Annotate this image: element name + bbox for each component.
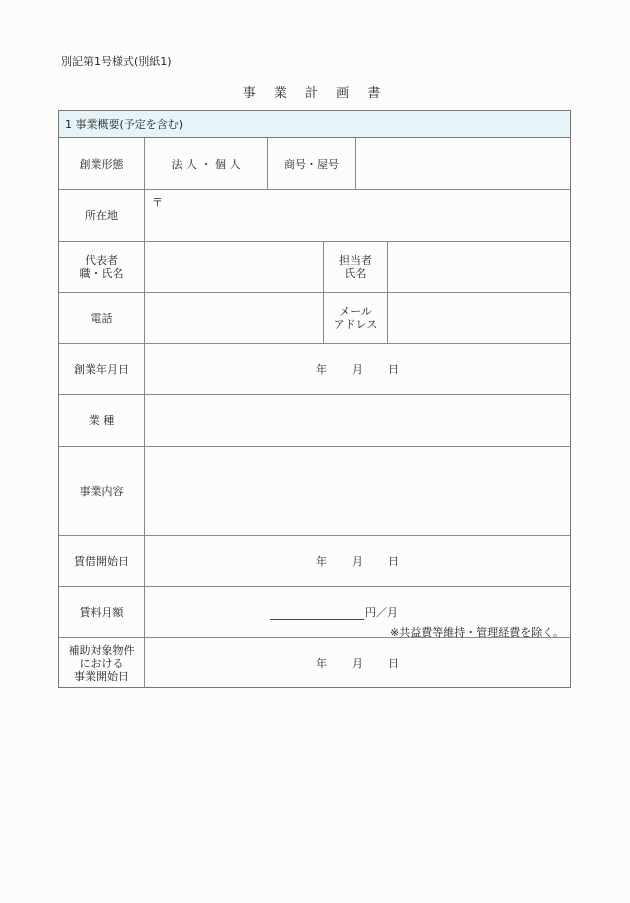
- phone-field[interactable]: [145, 293, 323, 343]
- month-unit: 月: [352, 555, 363, 568]
- business-plan-table: [58, 110, 571, 688]
- year-unit: 年: [316, 657, 327, 670]
- year-unit: 年: [316, 363, 327, 376]
- postal-mark: 〒: [152, 196, 163, 209]
- representative-label-line2: 職・氏名: [79, 267, 124, 280]
- industry-field[interactable]: [145, 395, 570, 446]
- subsidy-label-line1: 補助対象物件: [68, 643, 135, 657]
- day-unit: 日: [388, 657, 399, 670]
- month-unit: 月: [352, 657, 363, 670]
- day-unit: 日: [388, 555, 399, 568]
- subsidy-label-line3: 事業開始日: [74, 669, 129, 683]
- startup-date-field[interactable]: [145, 344, 570, 394]
- representative-field[interactable]: [145, 242, 323, 292]
- contact-label-line1: 担当者: [339, 254, 372, 267]
- rent-blank-line[interactable]: [270, 608, 364, 620]
- monthly-rent-label: 賃料月額: [79, 605, 124, 619]
- subsidy-start-label: [59, 638, 144, 688]
- email-label-line1: メール: [339, 305, 372, 318]
- lease-start-date-field[interactable]: [145, 536, 570, 586]
- representative-label-line1: 代表者: [85, 254, 118, 267]
- email-field[interactable]: [388, 293, 570, 343]
- trade-name-field[interactable]: [356, 139, 570, 189]
- email-label-line2: アドレス: [333, 318, 378, 331]
- industry-label: 業 種: [88, 414, 115, 427]
- email-label: [324, 293, 387, 343]
- corporation-individual-option[interactable]: 法 人 ・ 個 人: [171, 157, 241, 171]
- contact-person-label: [324, 242, 387, 292]
- startup-date-label: 創業年月日: [74, 362, 129, 376]
- section-header: 1 事業概要(予定を含む): [59, 111, 570, 138]
- form-id: 別記第1号様式(別紙1): [61, 55, 172, 68]
- representative-label: [59, 242, 144, 292]
- subsidy-label-line2: における: [79, 656, 124, 670]
- address-field[interactable]: [145, 190, 570, 241]
- subsidy-start-date-field[interactable]: [145, 638, 570, 688]
- year-unit: 年: [316, 555, 327, 568]
- day-unit: 日: [388, 363, 399, 376]
- address-label: 所在地: [85, 209, 118, 222]
- business-content-field[interactable]: [145, 447, 570, 535]
- lease-start-label: 賃借開始日: [74, 554, 129, 568]
- business-content-label: 事業内容: [79, 484, 124, 498]
- contact-label-line2: 氏名: [344, 267, 367, 280]
- page-title: 事 業 計 画 書: [242, 86, 388, 101]
- trade-name-label: 商号・屋号: [284, 157, 339, 171]
- monthly-rent-field[interactable]: [270, 604, 398, 620]
- startup-form-label: 創業形態: [79, 157, 124, 171]
- month-unit: 月: [352, 363, 363, 376]
- rent-note: ※共益費等維持・管理経費を除く。: [390, 626, 564, 639]
- contact-person-field[interactable]: [388, 242, 570, 292]
- phone-label: 電話: [90, 311, 113, 325]
- rent-unit: 円／月: [365, 606, 398, 619]
